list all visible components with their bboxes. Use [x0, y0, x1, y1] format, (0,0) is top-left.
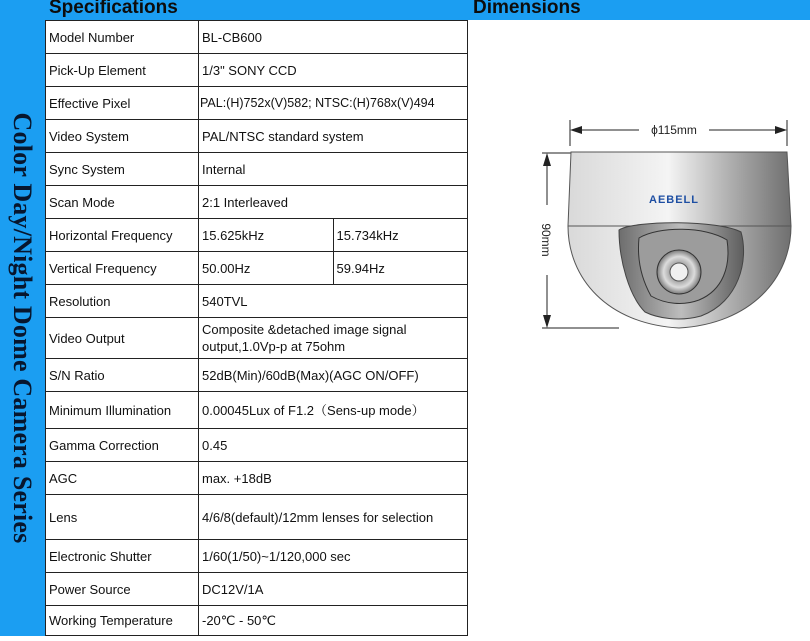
spec-label: Working Temperature [46, 606, 199, 636]
spec-label: Horizontal Frequency [46, 219, 199, 252]
spec-label: Minimum Illumination [46, 392, 199, 429]
spec-value-ntsc: 15.734kHz [333, 219, 468, 252]
spec-label: Gamma Correction [46, 429, 199, 462]
spec-value: 0.00045Lux of F1.2（Sens-up mode） [199, 392, 468, 429]
spec-label: Scan Mode [46, 186, 199, 219]
spec-label: Vertical Frequency [46, 252, 199, 285]
spec-label: Pick-Up Element [46, 54, 199, 87]
spec-row [46, 462, 468, 495]
spec-value: 52dB(Min)/60dB(Max)(AGC ON/OFF) [199, 359, 468, 392]
spec-value-pal: 50.00Hz [199, 252, 334, 285]
dimensions-heading: Dimensions [473, 0, 581, 18]
spec-value: PAL/NTSC standard system [199, 120, 468, 153]
series-title: Color Day/Night Dome Camera Series [8, 112, 37, 544]
spec-row [46, 318, 468, 359]
spec-value: 4/6/8(default)/12mm lenses for selection [199, 495, 468, 540]
spec-value: -20℃ - 50℃ [199, 606, 468, 636]
spec-value: PAL:(H)752x(V)582; NTSC:(H)768x(V)494 [199, 87, 468, 120]
height-label: 90mm [539, 223, 553, 257]
spec-label: S/N Ratio [46, 359, 199, 392]
width-dimension [570, 120, 787, 146]
spec-label: Effective Pixel [46, 87, 199, 120]
spec-row [46, 120, 468, 153]
spec-row [46, 540, 468, 573]
spec-row [46, 54, 468, 87]
spec-value: 0.45 [199, 429, 468, 462]
spec-value: 1/60(1/50)~1/120,000 sec [199, 540, 468, 573]
dome-camera [568, 152, 791, 328]
spec-value-pal: 15.625kHz [199, 219, 334, 252]
spec-label: Lens [46, 495, 199, 540]
spec-label: Power Source [46, 573, 199, 606]
width-label: ϕ115mm [651, 123, 697, 137]
spec-value: max. +18dB [199, 462, 468, 495]
spec-value: Composite &detached image signal output,1.0Vp-p at 75ohm [199, 318, 468, 359]
spec-value: BL-CB600 [199, 21, 468, 54]
spec-label: Resolution [46, 285, 199, 318]
brand-logo: AEBELL [649, 194, 699, 206]
spec-label: Electronic Shutter [46, 540, 199, 573]
spec-label: Video System [46, 120, 199, 153]
spec-value: Internal [199, 153, 468, 186]
spec-row [46, 495, 468, 540]
spec-row [46, 285, 468, 318]
spec-row [46, 429, 468, 462]
spec-row [46, 606, 468, 636]
spec-row [46, 359, 468, 392]
spec-label: Video Output [46, 318, 199, 359]
spec-row [46, 219, 468, 252]
spec-label: AGC [46, 462, 199, 495]
spec-row [46, 153, 468, 186]
spec-row [46, 392, 468, 429]
spec-row [46, 186, 468, 219]
spec-row [46, 87, 468, 120]
specifications-heading: Specifications [49, 0, 178, 18]
spec-row [46, 252, 468, 285]
specifications-table [45, 20, 468, 636]
spec-label: Sync System [46, 153, 199, 186]
spec-row [46, 21, 468, 54]
dimensions-panel [469, 20, 810, 636]
spec-value: DC12V/1A [199, 573, 468, 606]
dome-top-ring [568, 152, 791, 226]
spec-value: 1/3" SONY CCD [199, 54, 468, 87]
spec-value-ntsc: 59.94Hz [333, 252, 468, 285]
spec-value: 540TVL [199, 285, 468, 318]
spec-label: Model Number [46, 21, 199, 54]
dome-camera-drawing [469, 20, 810, 636]
spec-value: 2:1 Interleaved [199, 186, 468, 219]
spec-row [46, 573, 468, 606]
